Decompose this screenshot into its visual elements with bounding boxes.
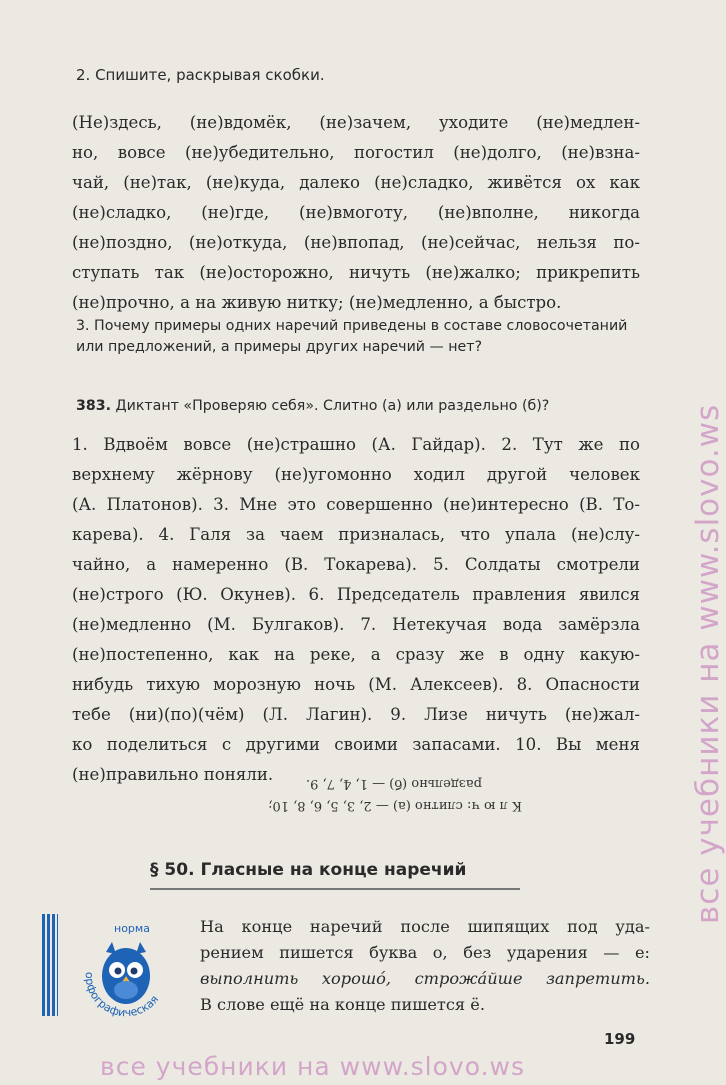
logo-top-label: норма bbox=[114, 922, 150, 935]
dictation-line: (не)медленно (М. Булгаков). 7. Нетекучая вода замёрзла bbox=[72, 615, 640, 634]
exercise-line: (не)прочно, а на живую нитку; (не)медленно, а быстро. bbox=[72, 293, 562, 312]
page-number: 199 bbox=[604, 1030, 636, 1048]
exercise-line: чай, (не)так, (не)куда, далеко (не)сладко, живётся ох как bbox=[72, 173, 640, 192]
heading-underline bbox=[150, 888, 520, 890]
rule-line: выполнить хорошо́, строжа́йше запретить. bbox=[200, 969, 650, 988]
answer-key-upside-down bbox=[182, 772, 522, 816]
rule-line: На конце наречий после шипящих под уда- bbox=[200, 917, 650, 936]
watermark-bottom: все учебники на www.slovo.ws bbox=[100, 1052, 525, 1081]
exercise-line: (Не)здесь, (не)вдомёк, (не)зачем, уходите (не)медлен- bbox=[72, 113, 640, 132]
exercise-number: 383. bbox=[76, 398, 112, 414]
dictation-line: верхнему жёрнову (не)угомонно ходил другой человек bbox=[72, 465, 640, 484]
dictation-line: (не)правильно поняли. bbox=[72, 765, 274, 784]
dictation-line: 1. Вдвоём вовсе (не)страшно (А. Гайдар). 2. Тут же по bbox=[72, 435, 640, 454]
dictation-line: (не)постепенно, как на реке, а сразу же в одну какую- bbox=[72, 645, 640, 664]
dictation-line: нибудь тихую морозную ночь (М. Алексеев). 8. Опасности bbox=[72, 675, 640, 694]
rule-text bbox=[200, 914, 650, 1018]
rule-marker-bar bbox=[42, 914, 58, 1016]
exercise-line: но, вовсе (не)убедительно, погостил (не)долго, (не)взна- bbox=[72, 143, 640, 162]
dictation-line: тебе (ни)(по)(чём) (Л. Лагин). 9. Лизе ничуть (не)жал- bbox=[72, 705, 640, 724]
watermark-side: все учебники на www.slovo.ws bbox=[690, 403, 726, 924]
owl-logo-icon bbox=[64, 914, 184, 1022]
answer-key-line-2: раздельно (б) — 1, 4, 7, 9. bbox=[305, 776, 482, 791]
exercise-title: Диктант «Проверяю себя». Слитно (а) или раздельно (б)? bbox=[115, 398, 550, 414]
exercise-text bbox=[72, 108, 640, 318]
dictation-line: (не)строго (Ю. Окунев). 6. Председатель правления явился bbox=[72, 585, 640, 604]
rule-line: рением пишется буква о, без ударения — е: bbox=[200, 943, 650, 962]
dictation-line: (А. Платонов). 3. Мне это совершенно (не)интересно (В. То- bbox=[72, 495, 640, 514]
dictation-line: чайно, а намеренно (В. Токарева). 5. Солдаты смотрели bbox=[72, 555, 640, 574]
rule-line: В слове ещё на конце пишется ё. bbox=[200, 995, 486, 1014]
exercise-line: (не)сладко, (не)где, (не)вмоготу, (не)вполне, никогда bbox=[72, 203, 640, 222]
answer-key-line-1: К л ю ч: слитно (а) — 2, 3, 5, 6, 8, 10; bbox=[268, 798, 522, 813]
section-heading bbox=[150, 860, 466, 880]
exercise-line: ступать так (не)осторожно, ничуть (не)жалко; прикрепить bbox=[72, 263, 640, 282]
dictation-text bbox=[72, 430, 640, 790]
section-title: § 50. Гласные на конце наречий bbox=[150, 860, 467, 880]
logo-arc-text: орфографическая bbox=[82, 971, 162, 1020]
dictation-line: карева). 4. Галя за чаем призналась, что упала (не)слу- bbox=[72, 525, 640, 544]
task-3-question: 3. Почему примеры одних наречий приведены в составе словосочетаний или предложений, а примеры других наречий — нет? bbox=[76, 318, 628, 355]
task-2-instruction: 2. Спишите, раскрывая скобки. bbox=[76, 66, 325, 84]
exercise-line: (не)поздно, (не)откуда, (не)впопад, (не)сейчас, нельзя по- bbox=[72, 233, 640, 252]
exercise-383-header bbox=[76, 398, 642, 414]
dictation-line: ко поделиться с другими своими запасами. 10. Вы меня bbox=[72, 735, 640, 754]
spelling-rule-box bbox=[42, 914, 652, 1024]
